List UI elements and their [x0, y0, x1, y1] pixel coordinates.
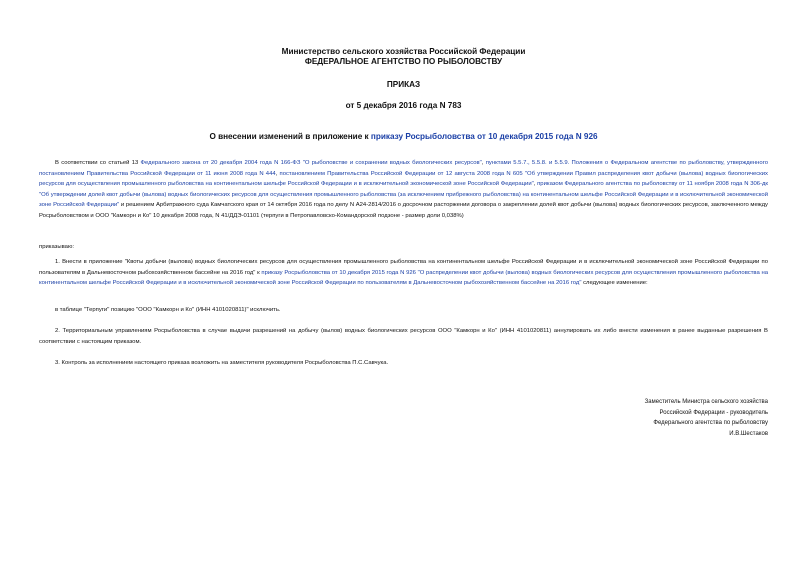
- title-prefix: О внесении изменений в приложение к: [209, 132, 371, 141]
- order-926-link[interactable]: приказу Росрыболовства от 10 декабря 2015 года N 926 "О распределении квот добычи (вылова) водных биологических ресурсов для осуществления промышленного рыболовства на континентальном шельфе Российской Федерации и в исключительной экономической зоне Российской Федерации по пользователям в Дальневосточном рыбохозяйственном бассейне на 2016 год": [39, 269, 768, 286]
- item-1-subpoint: в таблице "Терпуги" позицию "ООО "Камкорн и Ко" (ИНН 4101020811)" исключить.: [55, 307, 281, 313]
- item-1-text-2: следующее изменение:: [581, 280, 648, 286]
- title-link[interactable]: приказу Росрыболовства от 10 декабря 2015 года N 926: [370, 132, 598, 141]
- law-166-link[interactable]: Федерального закона от 20 декабря 2004 года N 166-ФЗ "О рыболовстве и сохранении водных биологических ресурсов": [140, 160, 482, 166]
- order-word: приказываю:: [39, 244, 75, 250]
- signature-line-3: Федерального агентства по рыболовству: [653, 420, 768, 426]
- signature-block: [548, 397, 768, 439]
- item-2-paragraph: 2. Территориальным управлениям Росрыболовства в случае выдачи разрешений на добычу (вылов) водных биологических ресурсов ООО "Камкорн и Ко" (ИНН 4101020811) аннулировать их либо внести изменения в ранее выданные разрешения В соответствии с настоящим приказом.: [39, 328, 768, 345]
- signatory-name: И.В.Шестаков: [729, 430, 768, 437]
- item-1-paragraph: [39, 257, 768, 289]
- document-type: ПРИКАЗ: [386, 80, 421, 89]
- preamble-paragraph: [39, 158, 768, 221]
- preamble-text-3: ,: [275, 170, 280, 177]
- document-date-number: от 5 декабря 2016 года N 783: [345, 101, 462, 110]
- ministry-name: Министерство сельского хозяйства Российской Федерации: [281, 47, 526, 56]
- document-title: [0, 132, 807, 142]
- signature-line-2: Российской Федерации - руководитель: [659, 409, 768, 416]
- preamble-text-4: ,: [533, 181, 538, 187]
- regulation-444-link[interactable]: пунктами 5.5.7., 5.5.8. и 5.5.9. Положения о Федеральном агентстве по рыболовству, утвержденного постановлением Правительства Российской Федерации от 11 июня 2008 года N 444: [39, 160, 768, 177]
- signature-line-1: Заместитель Министра сельского хозяйства: [644, 399, 768, 405]
- order-306-link[interactable]: приказом Федерального агентства по рыболовству от 11 ноября 2008 года N 306-дк "Об утверждении долей квот добычи (вылова) водных биологических ресурсов для осуществления промышленного рыболовства (за исключением прибрежного рыболовства) на континентальном шельфе Российской Федерации и в исключительной экономической зоне Российской Федерации": [39, 181, 768, 208]
- resolution-605-link[interactable]: постановлением Правительства Российской Федерации от 12 августа 2008 года N 605 "Об утверждении Правил распределения квот добычи (вылова) водных биологических ресурсов для осуществления промышленного рыболовства на континентальном шельфе Российской Федерации и в исключительной экономической зоне Российской Федерации": [39, 170, 768, 187]
- agency-name: ФЕДЕРАЛЬНОЕ АГЕНТСТВО ПО РЫБОЛОВСТВУ: [304, 57, 503, 66]
- preamble-text-1: В соответствии со статьей 13: [55, 160, 141, 166]
- item-1-text-1: 1. Внести в приложение "Квоты добычи (вылова) водных биологических ресурсов для осуществления промышленного рыболовства на континентальном шельфе Российской Федерации и в исключительной экономической зоне Российской Федерации по пользователям в Дальневосточном рыбохозяйственном бассейне на 2016 год" к: [39, 259, 768, 276]
- preamble-text-2: ,: [481, 160, 486, 166]
- item-3-paragraph: 3. Контроль за исполнением настоящего приказа возложить на заместителя руководителя Росрыболовства П.С.Савчука.: [55, 360, 389, 366]
- preamble-text-5: и решением Арбитражного суда Камчатского края от 14 октября 2016 года по делу N А24-2814/2016 о досрочном расторжении договора о закреплении долей квот добычи (вылова) водных биологических ресурсов, заключенного между Росрыболовством и ООО "Камкорн и Ко" 10 декабря 2008 года, N 41/ДДЭ-01101 (терпуги в Петропавловско-Командорской подзоне - размер доли 0,038%): [39, 202, 768, 219]
